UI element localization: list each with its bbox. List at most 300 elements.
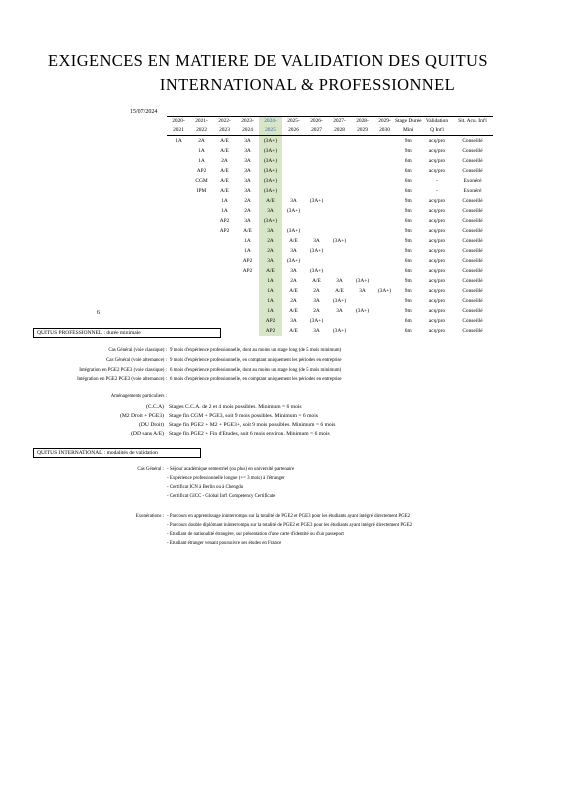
table-row xyxy=(167,246,493,256)
table-cell xyxy=(351,316,374,326)
table-cell xyxy=(351,246,374,256)
table-cell xyxy=(351,186,374,196)
page-title-line-1: EXIGENCES EN MATIERE DE VALIDATION DES QUITUS xyxy=(48,51,488,70)
table-cell: A/E xyxy=(220,148,229,154)
table-cell xyxy=(374,136,395,147)
table-cell xyxy=(351,196,374,206)
column-header: 2021 xyxy=(167,126,190,136)
table-cell xyxy=(374,276,395,286)
table-cell: (3A+) xyxy=(309,268,324,274)
table-cell: 3A xyxy=(313,328,320,334)
column-header: 2027 xyxy=(305,126,328,136)
table-cell: Conseillé xyxy=(462,308,483,314)
table-cell: A/E xyxy=(220,178,229,184)
table-cell: 1A xyxy=(259,296,282,306)
table-cell: Conseillé xyxy=(462,228,483,234)
table-cell: (3A+) xyxy=(332,298,347,304)
table-cell xyxy=(328,256,351,266)
table-cell xyxy=(351,146,374,156)
table-cell xyxy=(190,286,213,296)
table-cell: (3A+) xyxy=(332,328,347,334)
table-cell xyxy=(351,266,374,276)
table-cell: 3A xyxy=(290,198,297,204)
section-header-intl: QUITUS INTERNATIONAL : modalités de validation xyxy=(33,448,201,458)
table-cell: acq/pro xyxy=(428,208,446,214)
table-row xyxy=(167,286,493,296)
table-cell xyxy=(167,316,190,326)
table-cell: AP2 xyxy=(259,316,282,326)
column-header: Sit. Acu. Int'l xyxy=(453,117,493,127)
table-cell xyxy=(282,216,305,226)
table-cell: 1A xyxy=(244,248,251,254)
table-cell: 6m xyxy=(404,328,412,334)
table-cell: 3A xyxy=(290,248,297,254)
table-cell xyxy=(236,316,259,326)
table-header-row xyxy=(167,126,493,136)
table-cell: acq/pro xyxy=(428,228,446,234)
table-cell xyxy=(190,216,213,226)
table-cell: 3A xyxy=(244,148,251,154)
table-cell: Conseillé xyxy=(462,328,483,334)
table-cell xyxy=(167,236,190,246)
column-header: 2030 xyxy=(374,126,395,136)
table-row xyxy=(167,176,493,186)
table-cell xyxy=(190,196,213,206)
table-cell xyxy=(328,266,351,276)
table-cell: AP2 xyxy=(242,268,253,274)
table-cell xyxy=(328,316,351,326)
table-cell: 2A xyxy=(221,158,228,164)
table-cell: 6m xyxy=(404,168,412,174)
pro-label: Cas Général (voie classique) : xyxy=(108,348,167,353)
amenag-text: Stage fin CGM + PGE3, soit 9 mois possibles. Minimum = 6 mois xyxy=(169,413,318,419)
table-cell: A/E xyxy=(289,288,298,294)
table-row xyxy=(167,156,493,166)
table-cell: A/E xyxy=(220,188,229,194)
table-row xyxy=(167,186,493,196)
table-cell xyxy=(351,176,374,186)
intl-exo-label: Exonérations : xyxy=(135,514,164,519)
table-cell xyxy=(167,146,190,156)
column-header: 2026 xyxy=(282,126,305,136)
table-row xyxy=(167,256,493,266)
list-item: - Etudiant de nationalité étrangère, sur présentation d'une carte d'identité ou d'un passeport xyxy=(167,532,344,537)
table-cell: AP2 xyxy=(219,228,230,234)
table-cell: Conseillé xyxy=(462,298,483,304)
table-cell: 2A xyxy=(290,298,297,304)
table-cell xyxy=(213,236,236,246)
table-cell xyxy=(374,176,395,186)
table-cell: 3A xyxy=(359,288,366,294)
table-cell: 3A xyxy=(259,226,282,236)
table-row xyxy=(167,146,493,156)
table-cell xyxy=(282,186,305,196)
table-cell xyxy=(190,306,213,316)
column-header: Mini xyxy=(395,126,422,136)
table-cell: 2A xyxy=(198,138,205,144)
table-cell: (3A+) xyxy=(259,186,282,196)
table-cell xyxy=(374,166,395,176)
table-row xyxy=(167,136,493,147)
table-cell: (3A+) xyxy=(355,278,370,284)
table-cell: Conseillé xyxy=(462,138,483,144)
table-cell xyxy=(328,186,351,196)
validation-table xyxy=(167,116,493,336)
table-cell xyxy=(374,296,395,306)
table-cell: (3A+) xyxy=(355,308,370,314)
table-cell xyxy=(351,236,374,246)
table-cell xyxy=(328,146,351,156)
table-cell: 2A xyxy=(259,246,282,256)
table-row xyxy=(167,196,493,206)
table-cell: 3A xyxy=(290,318,297,324)
table-cell: acq/pro xyxy=(428,198,446,204)
table-cell xyxy=(328,246,351,256)
table-cell xyxy=(213,276,236,286)
column-header: 2028- xyxy=(351,117,374,127)
pro-label: Intégration en PGE2 PGE3 (voie alternance) : xyxy=(77,377,167,382)
column-header: 2029 xyxy=(351,126,374,136)
pro-text: 9 mois d'expérience professionnelle, dont au moins un stage long (de 5 mois minimum) xyxy=(170,348,342,353)
table-row xyxy=(167,316,493,326)
amenag-text: Stages C.C.A. de 2 et 4 mois possibles. Minimum = 6 mois xyxy=(169,404,302,410)
table-cell xyxy=(328,176,351,186)
table-cell xyxy=(351,166,374,176)
table-cell: A/E xyxy=(243,228,252,234)
column-header: 2024 xyxy=(236,126,259,136)
table-cell xyxy=(328,156,351,166)
amenag-label: (M2 Droit + PGE3) xyxy=(119,413,164,419)
table-cell xyxy=(374,266,395,276)
table-cell: 1A xyxy=(244,238,251,244)
table-cell: A/E xyxy=(289,238,298,244)
table-cell: 1A xyxy=(259,276,282,286)
table-cell: 9m xyxy=(404,198,412,204)
table-cell: acq/pro xyxy=(428,308,446,314)
table-cell: acq/pro xyxy=(428,248,446,254)
table-cell xyxy=(328,206,351,216)
table-cell: 3A xyxy=(244,138,251,144)
column-header: 2021- xyxy=(190,117,213,127)
pro-label: Cas Général (voie alternance) : xyxy=(106,358,167,363)
column-header: 2024- xyxy=(259,117,282,127)
amenag-label: (DU Droit) xyxy=(138,422,164,428)
table-cell: Conseillé xyxy=(462,288,483,294)
table-cell xyxy=(213,316,236,326)
table-cell xyxy=(167,286,190,296)
table-cell: acq/pro xyxy=(428,168,446,174)
table-cell: (3A+) xyxy=(259,136,282,147)
table-cell xyxy=(236,276,259,286)
table-cell: Conseillé xyxy=(462,248,483,254)
table-cell: 1A xyxy=(259,286,282,296)
table-cell xyxy=(167,186,190,196)
table-cell: (3A+) xyxy=(259,146,282,156)
table-cell xyxy=(305,186,328,196)
list-item: - Certificat ICN à Berlin ou à Chengdu xyxy=(167,485,244,490)
table-cell xyxy=(282,146,305,156)
table-cell: 6m xyxy=(404,188,412,194)
table-cell: 6m xyxy=(404,158,412,164)
table-cell: acq/pro xyxy=(428,218,446,224)
amenag-label: (C.C.A) xyxy=(145,404,164,410)
table-cell xyxy=(374,206,395,216)
pro-text: 9 mois d'expérience professionnelle, en comptant uniquement les périodes en entreprise xyxy=(170,358,342,363)
table-cell xyxy=(213,306,236,316)
column-header: 2025 xyxy=(259,126,282,136)
table-cell: AP2 xyxy=(196,168,207,174)
table-cell xyxy=(328,216,351,226)
table-cell xyxy=(374,186,395,196)
table-cell: Conseillé xyxy=(462,158,483,164)
table-row xyxy=(167,296,493,306)
table-cell xyxy=(351,216,374,226)
table-cell: 1A xyxy=(175,138,182,144)
table-cell: 1A xyxy=(259,306,282,316)
table-cell: 9m xyxy=(404,208,412,214)
table-row xyxy=(167,266,493,276)
table-cell: 2A xyxy=(244,208,251,214)
table-cell xyxy=(167,246,190,256)
column-header: Validation xyxy=(422,117,453,127)
table-cell: 2A xyxy=(244,198,251,204)
table-cell: 6m xyxy=(404,318,412,324)
table-cell: acq/pro xyxy=(428,288,446,294)
table-cell xyxy=(351,226,374,236)
column-header: 2020- xyxy=(167,117,190,127)
table-cell: 2A xyxy=(313,308,320,314)
table-cell xyxy=(305,206,328,216)
column-header: Q Int'l xyxy=(422,126,453,136)
table-cell: 3A xyxy=(336,278,343,284)
table-cell xyxy=(374,236,395,246)
table-cell: 9m xyxy=(404,148,412,154)
table-cell: 9m xyxy=(404,308,412,314)
table-cell xyxy=(305,216,328,226)
table-cell xyxy=(213,256,236,266)
table-cell xyxy=(190,246,213,256)
table-cell: Conseillé xyxy=(462,278,483,284)
table-cell: 3A xyxy=(244,158,251,164)
table-cell xyxy=(351,136,374,147)
table-cell xyxy=(374,226,395,236)
table-cell xyxy=(236,306,259,316)
table-cell: 1A xyxy=(198,158,205,164)
table-cell: A/E xyxy=(220,138,229,144)
table-cell xyxy=(328,136,351,147)
column-header: 2022 xyxy=(190,126,213,136)
list-item: - Parcours en apprentissage ininterrompu sur la totalité de PGE2 et PGE3 pour les étudiants ayant intégré directement PGE2 xyxy=(167,514,411,519)
table-cell: (3A+) xyxy=(259,176,282,186)
table-cell xyxy=(328,166,351,176)
table-cell xyxy=(167,216,190,226)
pro-label: Intégration en PGE2 PGE3 (voie classique) : xyxy=(79,368,167,373)
table-cell: AP2 xyxy=(219,218,230,224)
table-cell: acq/pro xyxy=(428,138,446,144)
table-cell: (3A+) xyxy=(309,198,324,204)
table-cell: 3A xyxy=(336,308,343,314)
table-cell xyxy=(167,206,190,216)
table-cell: A/E xyxy=(312,278,321,284)
table-cell xyxy=(167,166,190,176)
table-cell xyxy=(190,226,213,236)
table-cell: Conseillé xyxy=(462,208,483,214)
table-cell xyxy=(305,156,328,166)
table-cell xyxy=(374,256,395,266)
table-cell: Conseillé xyxy=(462,318,483,324)
column-header: 2025- xyxy=(282,117,305,127)
table-cell: 9m xyxy=(404,278,412,284)
side-number: 6 xyxy=(97,310,100,316)
table-cell xyxy=(374,306,395,316)
table-cell: - xyxy=(436,178,438,184)
table-cell: 9m xyxy=(404,288,412,294)
table-cell: Conseillé xyxy=(462,258,483,264)
table-cell xyxy=(167,276,190,286)
table-cell xyxy=(328,196,351,206)
column-header: Stage Durée xyxy=(395,118,422,124)
table-cell: Conseillé xyxy=(462,218,483,224)
table-cell: acq/pro xyxy=(428,158,446,164)
table-row xyxy=(167,206,493,216)
list-item: - Expérience professionnelle longue (+= 3 mois) à l'étranger xyxy=(167,476,285,481)
table-cell: (3A+) xyxy=(259,156,282,166)
table-cell xyxy=(167,306,190,316)
table-cell xyxy=(305,166,328,176)
table-cell xyxy=(374,156,395,166)
table-cell: (3A+) xyxy=(286,258,301,264)
table-cell xyxy=(282,136,305,147)
table-cell xyxy=(351,256,374,266)
table-cell xyxy=(305,176,328,186)
table-cell: 3A xyxy=(313,238,320,244)
table-cell xyxy=(374,216,395,226)
table-cell xyxy=(167,256,190,266)
table-cell: (3A+) xyxy=(309,318,324,324)
amenag-text: Stage fin PGE2 + M2 + PGE3+, soit 9 mois possibles. Minimum = 6 mois xyxy=(169,422,336,428)
table-cell: 3A xyxy=(244,168,251,174)
table-cell: 1A xyxy=(221,208,228,214)
table-cell: acq/pro xyxy=(428,328,446,334)
table-cell xyxy=(167,196,190,206)
table-cell xyxy=(282,156,305,166)
table-row xyxy=(167,306,493,316)
table-cell: Conseillé xyxy=(462,168,483,174)
table-cell: 1A xyxy=(198,148,205,154)
list-item: - Certificat GICC - Global Int'l Competency Certificate xyxy=(167,494,276,499)
table-cell xyxy=(351,326,374,336)
table-cell xyxy=(190,256,213,266)
table-cell: (3A+) xyxy=(377,288,392,294)
column-header: 2028 xyxy=(328,126,351,136)
table-cell: 6m xyxy=(404,268,412,274)
table-cell xyxy=(167,296,190,306)
table-cell: acq/pro xyxy=(428,318,446,324)
table-cell xyxy=(190,316,213,326)
column-header: 2027- xyxy=(328,117,351,127)
table-cell xyxy=(213,246,236,256)
table-cell: 2A xyxy=(313,288,320,294)
table-cell xyxy=(213,296,236,306)
table-cell xyxy=(374,246,395,256)
table-cell: (3A+) xyxy=(259,216,282,226)
table-cell: A/E xyxy=(259,196,282,206)
table-cell: IPM xyxy=(196,188,207,194)
table-cell: 3A xyxy=(244,188,251,194)
table-cell: A/E xyxy=(259,266,282,276)
table-cell: (3A+) xyxy=(286,228,301,234)
table-cell: 2A xyxy=(259,236,282,246)
table-cell: A/E xyxy=(289,328,298,334)
table-cell: 9m xyxy=(404,248,412,254)
table-cell: acq/pro xyxy=(428,258,446,264)
table-cell: 3A xyxy=(290,268,297,274)
table-cell: 3A xyxy=(259,256,282,266)
table-cell: AP2 xyxy=(242,258,253,264)
table-cell: (3A+) xyxy=(332,238,347,244)
table-cell: 6m xyxy=(404,178,412,184)
table-cell: 6m xyxy=(404,258,412,264)
table-cell xyxy=(282,176,305,186)
table-cell: 9m xyxy=(404,298,412,304)
table-cell xyxy=(305,146,328,156)
intl-general-label: Cas Général : xyxy=(137,467,164,472)
table-cell: 6m xyxy=(404,218,412,224)
table-cell: Exonéré xyxy=(463,178,482,184)
table-cell: CGM xyxy=(195,178,208,184)
document-date: 15/07/2024 xyxy=(130,109,158,115)
table-cell xyxy=(190,266,213,276)
table-cell xyxy=(282,166,305,176)
table-cell xyxy=(351,296,374,306)
pro-text: 6 mois d'expérience professionnelle, en comptant uniquement les périodes en entreprise xyxy=(170,377,342,382)
table-cell: 9m xyxy=(404,238,412,244)
table-cell: 3A xyxy=(244,218,251,224)
table-header-row xyxy=(167,117,493,127)
section-header-pro: QUITUS PROFESSIONNEL : durée minimale xyxy=(33,328,221,338)
table-row xyxy=(167,236,493,246)
list-item: - Parcours double diplômant ininterrompu sur la totalité de PGE2 et PGE3 pour les étudiants ayant intégré directement PGE2 xyxy=(167,523,413,528)
table-cell: Conseillé xyxy=(462,268,483,274)
column-header: 2023- xyxy=(236,117,259,127)
page-title-line-2: INTERNATIONAL & PROFESSIONNEL xyxy=(159,75,456,94)
table-cell xyxy=(374,326,395,336)
table-cell: acq/pro xyxy=(428,148,446,154)
table-cell: (3A+) xyxy=(309,248,324,254)
table-cell xyxy=(167,266,190,276)
table-cell xyxy=(190,276,213,286)
table-cell: 9m xyxy=(404,228,412,234)
table-cell xyxy=(167,156,190,166)
list-item: - Etudiant étranger venant poursuivre ses études en France xyxy=(167,541,282,546)
table-row xyxy=(167,216,493,226)
table-cell xyxy=(167,176,190,186)
table-cell: 3A xyxy=(244,178,251,184)
column-header: 2029- xyxy=(374,117,395,127)
table-cell: 9m xyxy=(404,138,412,144)
amenagements-label: Aménagements particuliers : xyxy=(110,394,167,399)
table-cell: AP2 xyxy=(259,326,282,336)
table-cell xyxy=(351,206,374,216)
table-cell: 3A xyxy=(313,298,320,304)
table-cell xyxy=(213,266,236,276)
table-cell: (3A+) xyxy=(286,208,301,214)
amenag-text: Stage fin PGE2 + Fin d'Etudes, soit 6 mois environ. Minimum = 6 mois xyxy=(169,431,330,437)
table-cell xyxy=(236,326,259,336)
column-header: 2023 xyxy=(213,126,236,136)
table-cell: A/E xyxy=(289,308,298,314)
table-cell xyxy=(236,286,259,296)
